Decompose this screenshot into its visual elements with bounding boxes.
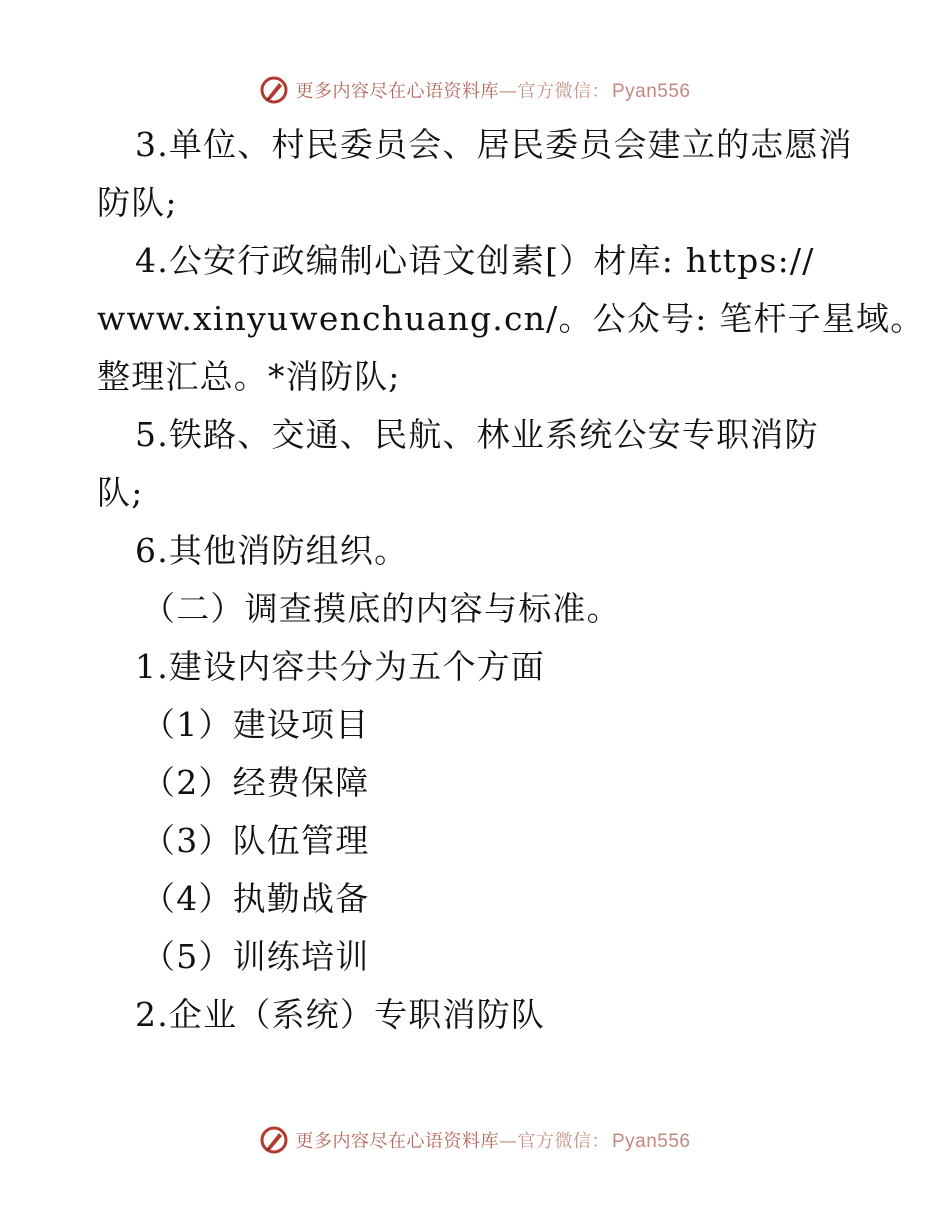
- pen-logo-icon: [259, 1125, 289, 1155]
- paragraph-line: 整理汇总。*消防队;: [97, 357, 401, 396]
- list-item: （2）经费保障: [142, 763, 370, 802]
- list-item: （5）训练培训: [142, 937, 370, 976]
- paragraph-line: 3.单位、村民委员会、居民委员会建立的志愿消: [135, 125, 853, 164]
- paragraph-line: 5.铁路、交通、民航、林业系统公安专职消防: [135, 415, 819, 454]
- header-watermark: [0, 70, 950, 110]
- paragraph-line: www.xinyuwenchuang.cn/。公众号: 笔杆子星域。: [97, 299, 925, 338]
- watermark-id: Pyan556: [611, 1131, 691, 1152]
- watermark-dash: —: [498, 1131, 518, 1152]
- document-body: [97, 116, 925, 1044]
- pen-logo-icon: [259, 75, 289, 105]
- paragraph-line: 1.建设内容共分为五个方面: [135, 647, 546, 686]
- section-heading: （二）调查摸底的内容与标准。: [142, 589, 621, 628]
- watermark-text: [295, 77, 690, 103]
- watermark-brand: 更多内容尽在心语资料库: [295, 1131, 499, 1152]
- paragraph-line: 6.其他消防组织。: [135, 531, 409, 570]
- paragraph-line: 防队;: [97, 183, 178, 222]
- watermark-id: Pyan556: [611, 81, 691, 102]
- paragraph-line: 4.公安行政编制心语文创素[）材库: https://: [135, 241, 815, 280]
- watermark-official: 官方微信：: [517, 1131, 610, 1152]
- watermark-brand: 更多内容尽在心语资料库: [295, 81, 499, 102]
- list-item: （1）建设项目: [142, 705, 370, 744]
- paragraph-line: 队;: [97, 473, 144, 512]
- watermark-text: [295, 1127, 690, 1153]
- paragraph-line: 2.企业（系统）专职消防队: [135, 995, 546, 1034]
- watermark-official: 官方微信：: [517, 81, 610, 102]
- footer-watermark: [0, 1120, 950, 1160]
- list-item: （4）执勤战备: [142, 879, 370, 918]
- list-item: （3）队伍管理: [142, 821, 370, 860]
- watermark-dash: —: [498, 81, 518, 102]
